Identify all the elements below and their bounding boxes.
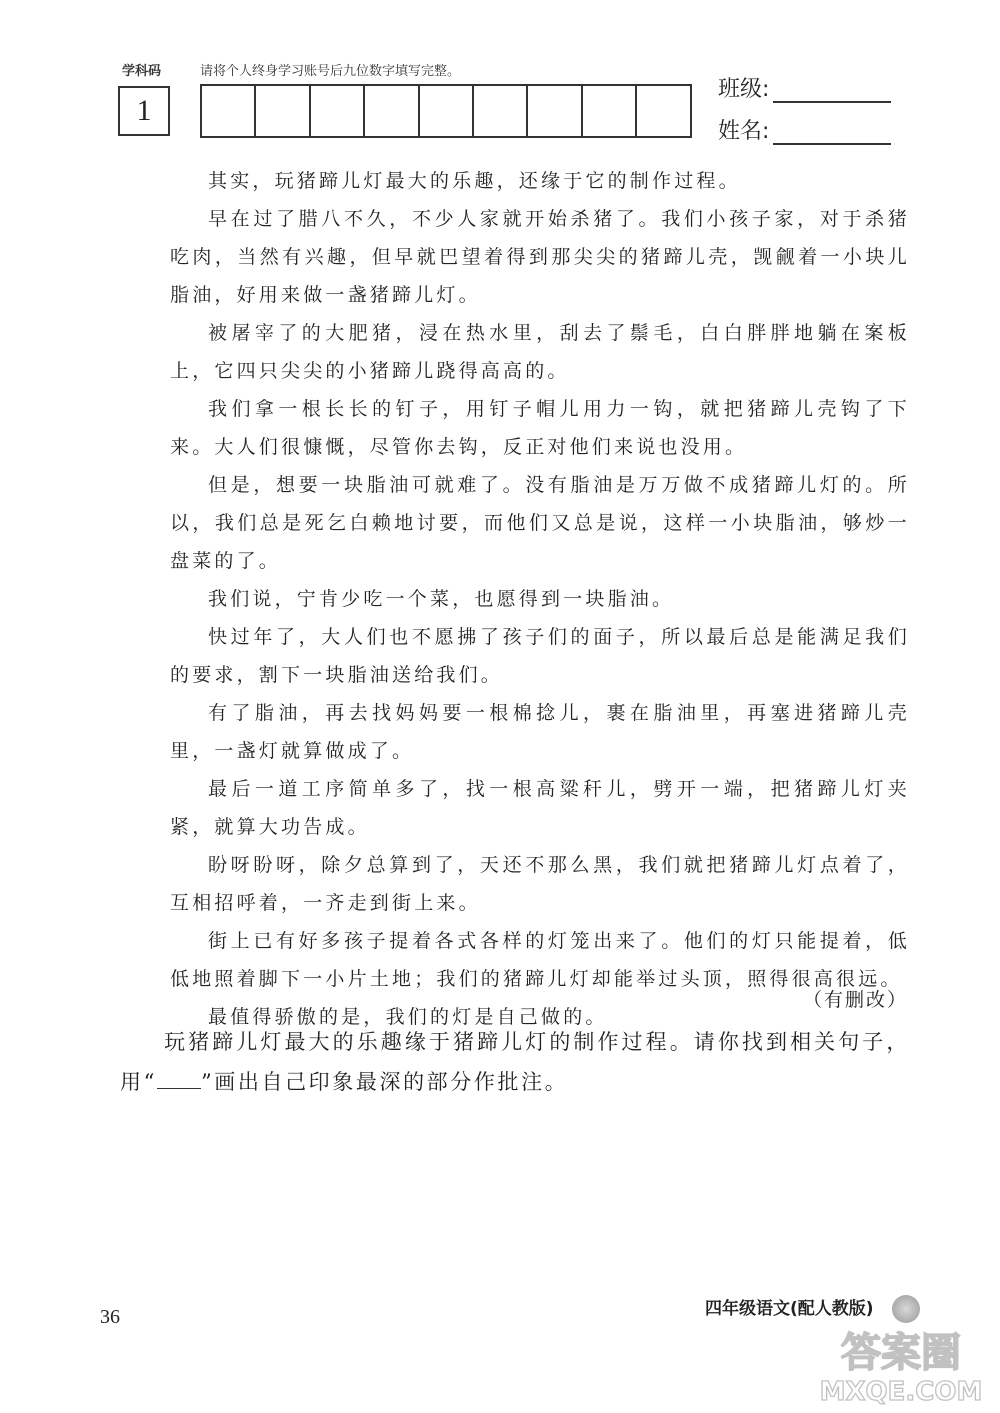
- paragraph: 被屠宰了的大肥猪，浸在热水里，刮去了鬃毛，白白胖胖地躺在案板上，它四只尖尖的小猪蹄儿跷得高高的。: [170, 322, 910, 382]
- underline-sample: [157, 1070, 201, 1089]
- page-number: 36: [100, 1306, 120, 1328]
- book-title: 四年级语文(配人教版): [705, 1299, 874, 1319]
- watermark-url: MXQE.COM: [819, 1377, 983, 1407]
- article-body: [170, 162, 910, 1036]
- decorative-circle-icon: [892, 1295, 920, 1323]
- watermark-logo: [806, 1322, 996, 1408]
- digit-box[interactable]: [365, 86, 419, 136]
- subject-code-label: 学科码: [122, 64, 162, 79]
- digit-box[interactable]: [311, 86, 365, 136]
- digit-box[interactable]: [583, 86, 637, 136]
- watermark-title: 答案圈: [841, 1330, 961, 1376]
- name-field: [718, 114, 891, 145]
- digit-box[interactable]: [202, 86, 256, 136]
- name-input-line[interactable]: [773, 121, 891, 145]
- class-input-line[interactable]: [773, 79, 891, 103]
- digit-box[interactable]: [528, 86, 582, 136]
- digit-box[interactable]: [637, 86, 691, 136]
- source-note: （有删改）: [802, 989, 908, 1011]
- digit-box[interactable]: [256, 86, 310, 136]
- paragraph: 但是，想要一块脂油可就难了。没有脂油是万万做不成猪蹄儿灯的。所以，我们总是死乞白赖地讨要，而他们又总是说，这样一小块脂油，够炒一盘菜的了。: [170, 474, 910, 572]
- account-digit-boxes: [200, 84, 692, 138]
- question-prompt: [120, 1022, 910, 1102]
- paragraph: 我们拿一根长长的钉子，用钉子帽儿用力一钩，就把猪蹄儿壳钩了下来。大人们很慷慨，尽管你去钩，反正对他们来说也没用。: [170, 398, 910, 458]
- account-instruction: 请将个人终身学习账号后九位数字填写完整。: [200, 64, 461, 79]
- digit-box[interactable]: [420, 86, 474, 136]
- paragraph: 最值得骄傲的是，我们的灯是自己做的。: [208, 1006, 608, 1028]
- question-text-start: 玩猪蹄儿灯最大的乐趣缘于猪蹄儿灯的制作过程。请你找到相关句子，用“: [120, 1030, 910, 1094]
- paragraph: 有了脂油，再去找妈妈要一根棉捻儿，裹在脂油里，再塞进猪蹄儿壳里，一盏灯就算做成了。: [170, 702, 910, 762]
- subject-code-box: 1: [118, 86, 170, 136]
- paragraph: 街上已有好多孩子提着各式各样的灯笼出来了。他们的灯只能提着，低低地照着脚下一小片土地；我们的猪蹄儿灯却能举过头顶，照得很高很远。: [170, 930, 910, 990]
- question-text-end: ”画出自己印象最深的部分作批注。: [200, 1070, 569, 1094]
- paragraph: 其实，玩猪蹄儿灯最大的乐趣，还缘于它的制作过程。: [208, 170, 741, 192]
- class-field: [718, 72, 891, 103]
- paragraph: 盼呀盼呀，除夕总算到了，天还不那么黑，我们就把猪蹄儿灯点着了，互相招呼着，一齐走到街上来。: [170, 854, 910, 914]
- paragraph: 最后一道工序简单多了，找一根高粱秆儿，劈开一端，把猪蹄儿灯夹紧，就算大功告成。: [170, 778, 910, 838]
- digit-box[interactable]: [474, 86, 528, 136]
- paragraph: 早在过了腊八不久，不少人家就开始杀猪了。我们小孩子家，对于杀猪吃肉，当然有兴趣，但早就巴望着得到那尖尖的猪蹄儿壳，觊觎着一小块儿脂油，好用来做一盏猪蹄儿灯。: [170, 208, 910, 306]
- paragraph: 我们说，宁肯少吃一个菜，也愿得到一块脂油。: [208, 588, 675, 610]
- name-label: 姓名:: [718, 119, 770, 144]
- class-label: 班级:: [718, 77, 770, 102]
- paragraph: 快过年了，大人们也不愿拂了孩子们的面子，所以最后总是能满足我们的要求，割下一块脂油送给我们。: [170, 626, 910, 686]
